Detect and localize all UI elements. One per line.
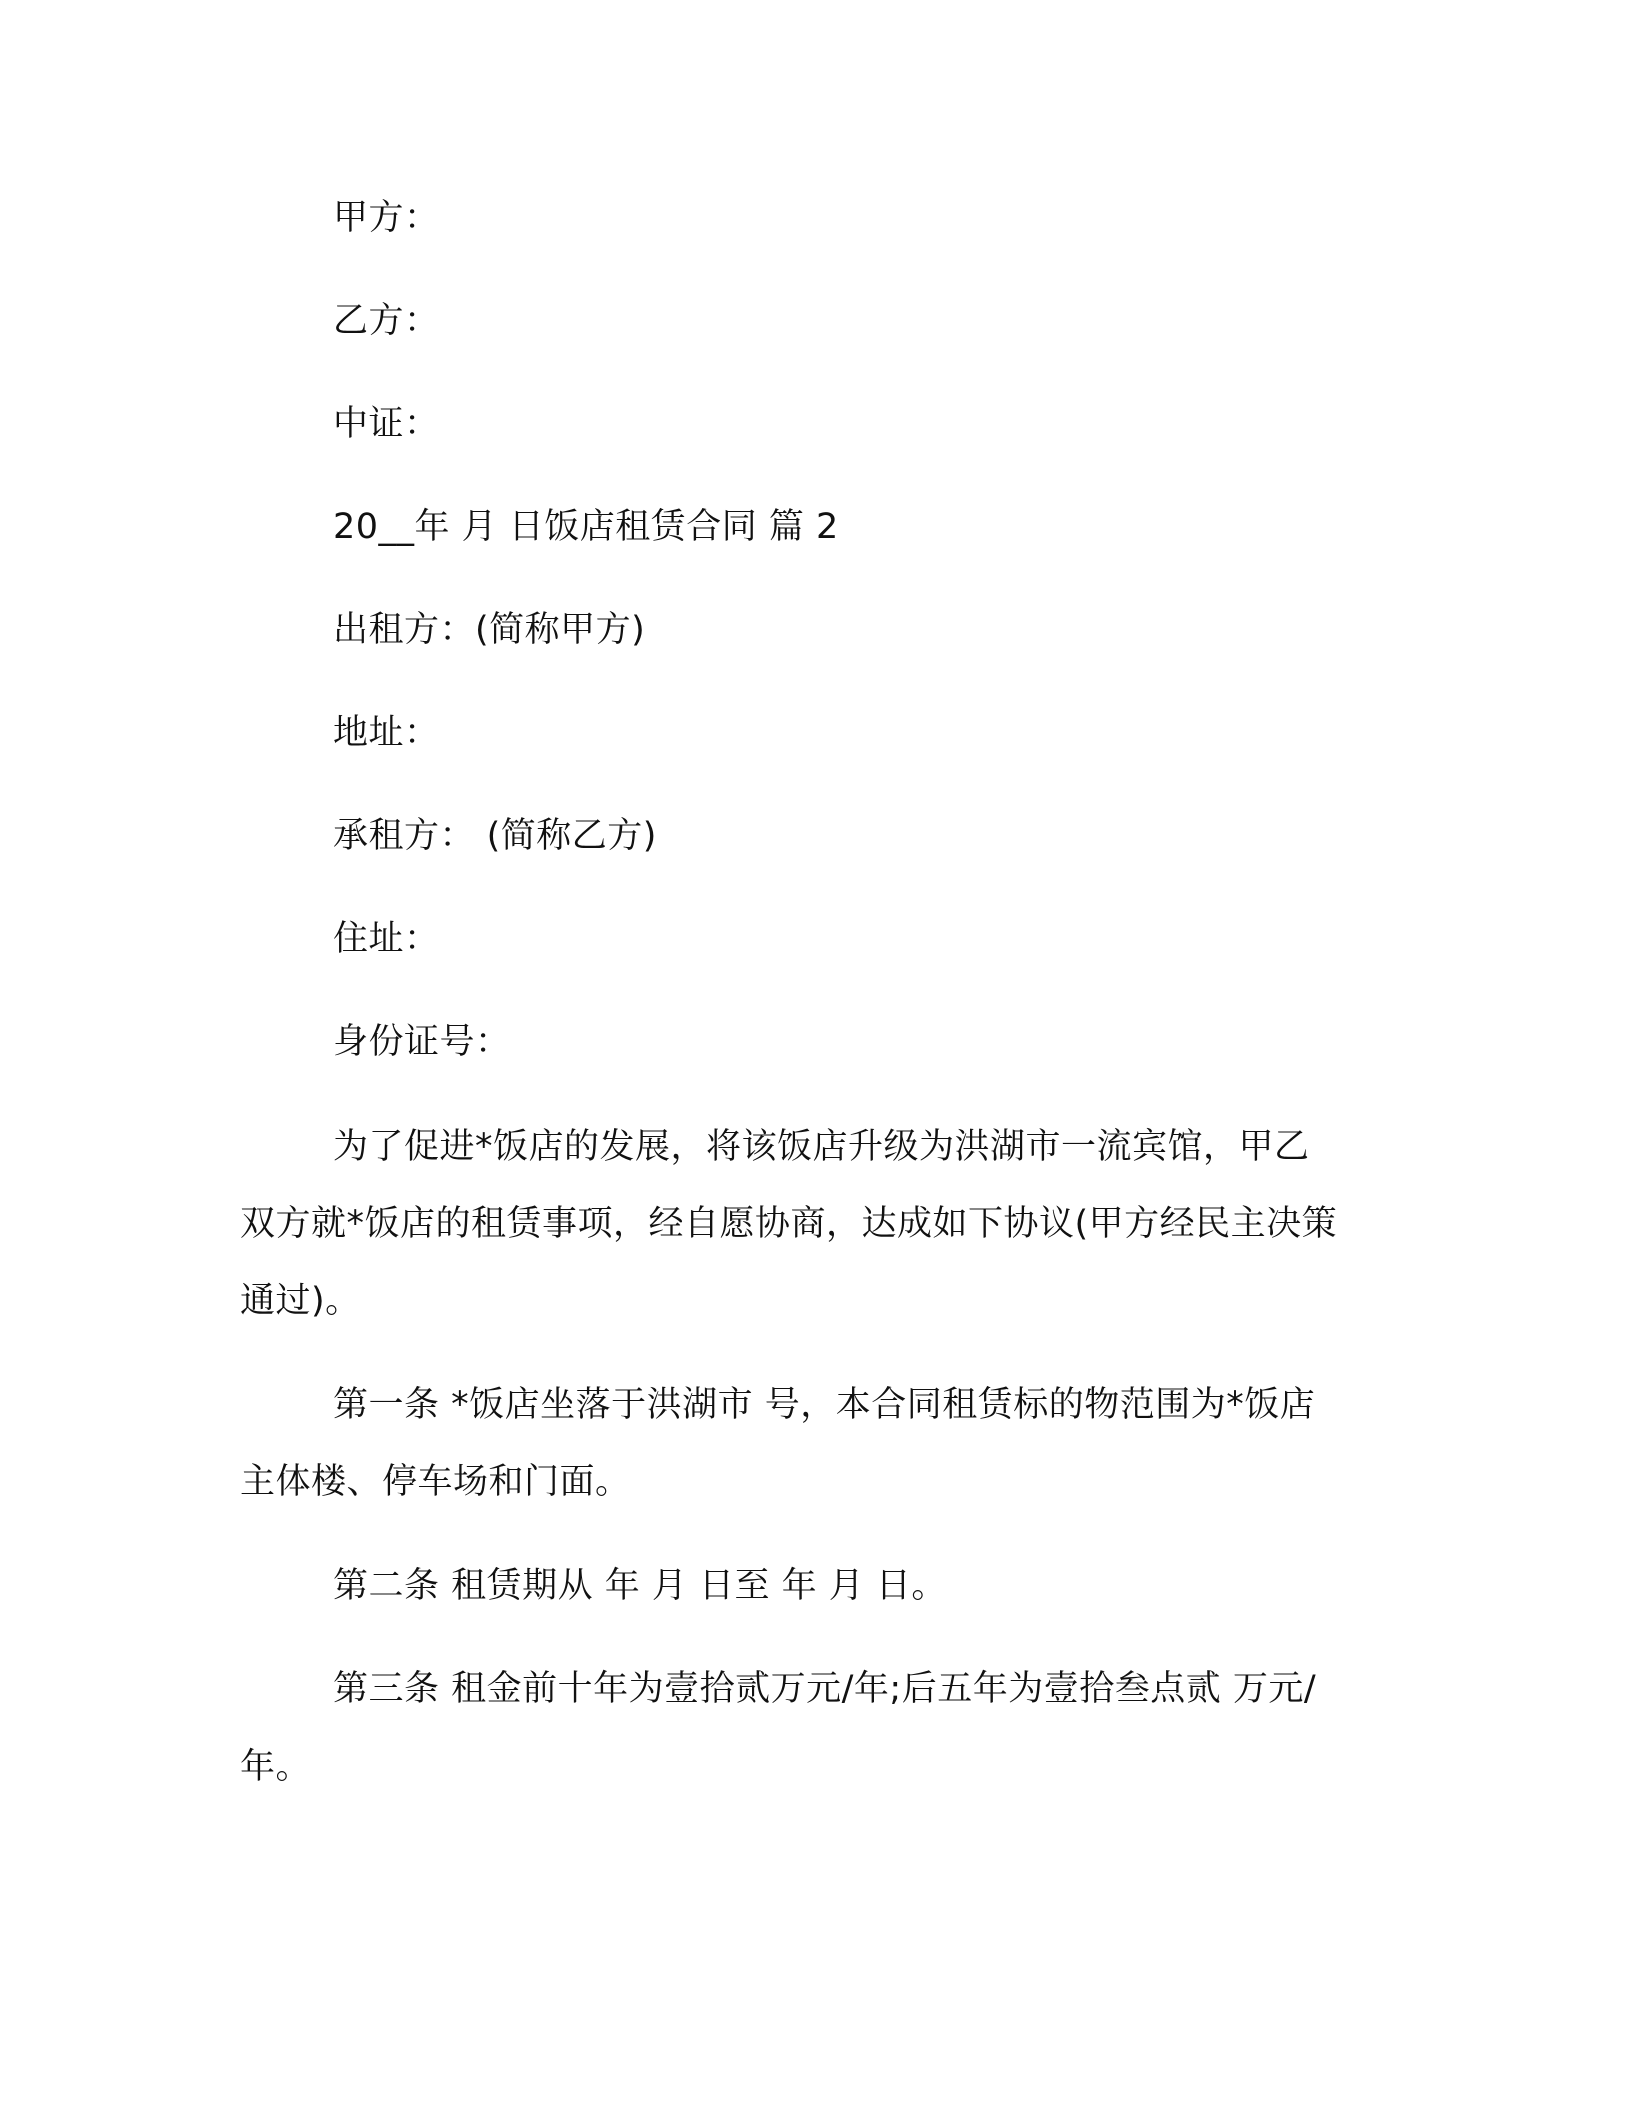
contract-heading: 20__年 月 日饭店租赁合同 篇 2 xyxy=(333,507,839,547)
preamble-line-2: 双方就*饭店的租赁事项，经自愿协商，达成如下协议(甲方经民主决策 xyxy=(240,1204,1338,1244)
preamble-line-3: 通过)。 xyxy=(240,1281,361,1321)
article-1-line-1: 第一条 *饭店坐落于洪湖市 号，本合同租赁标的物范围为*饭店 xyxy=(333,1385,1316,1425)
witness-line: 中证： xyxy=(333,404,440,444)
address-line: 地址： xyxy=(333,713,440,753)
lessor-line: 出租方：(简称甲方) xyxy=(333,610,646,650)
party-b-line: 乙方： xyxy=(333,301,440,341)
article-1-line-2: 主体楼、停车场和门面。 xyxy=(240,1462,631,1502)
id-number-line: 身份证号： xyxy=(333,1022,511,1062)
article-2-line: 第二条 租赁期从 年 月 日至 年 月 日。 xyxy=(333,1566,947,1606)
preamble-line-1: 为了促进*饭店的发展，将该饭店升级为洪湖市一流宾馆，甲乙 xyxy=(333,1127,1310,1167)
lessee-line: 承租方： (简称乙方) xyxy=(333,816,657,856)
article-3-line-2: 年。 xyxy=(240,1747,312,1787)
article-3-line-1: 第三条 租金前十年为壹拾贰万元/年;后五年为壹拾叁点贰 万元/ xyxy=(333,1669,1317,1709)
party-a-line: 甲方： xyxy=(333,198,440,238)
residence-line: 住址： xyxy=(333,919,440,959)
